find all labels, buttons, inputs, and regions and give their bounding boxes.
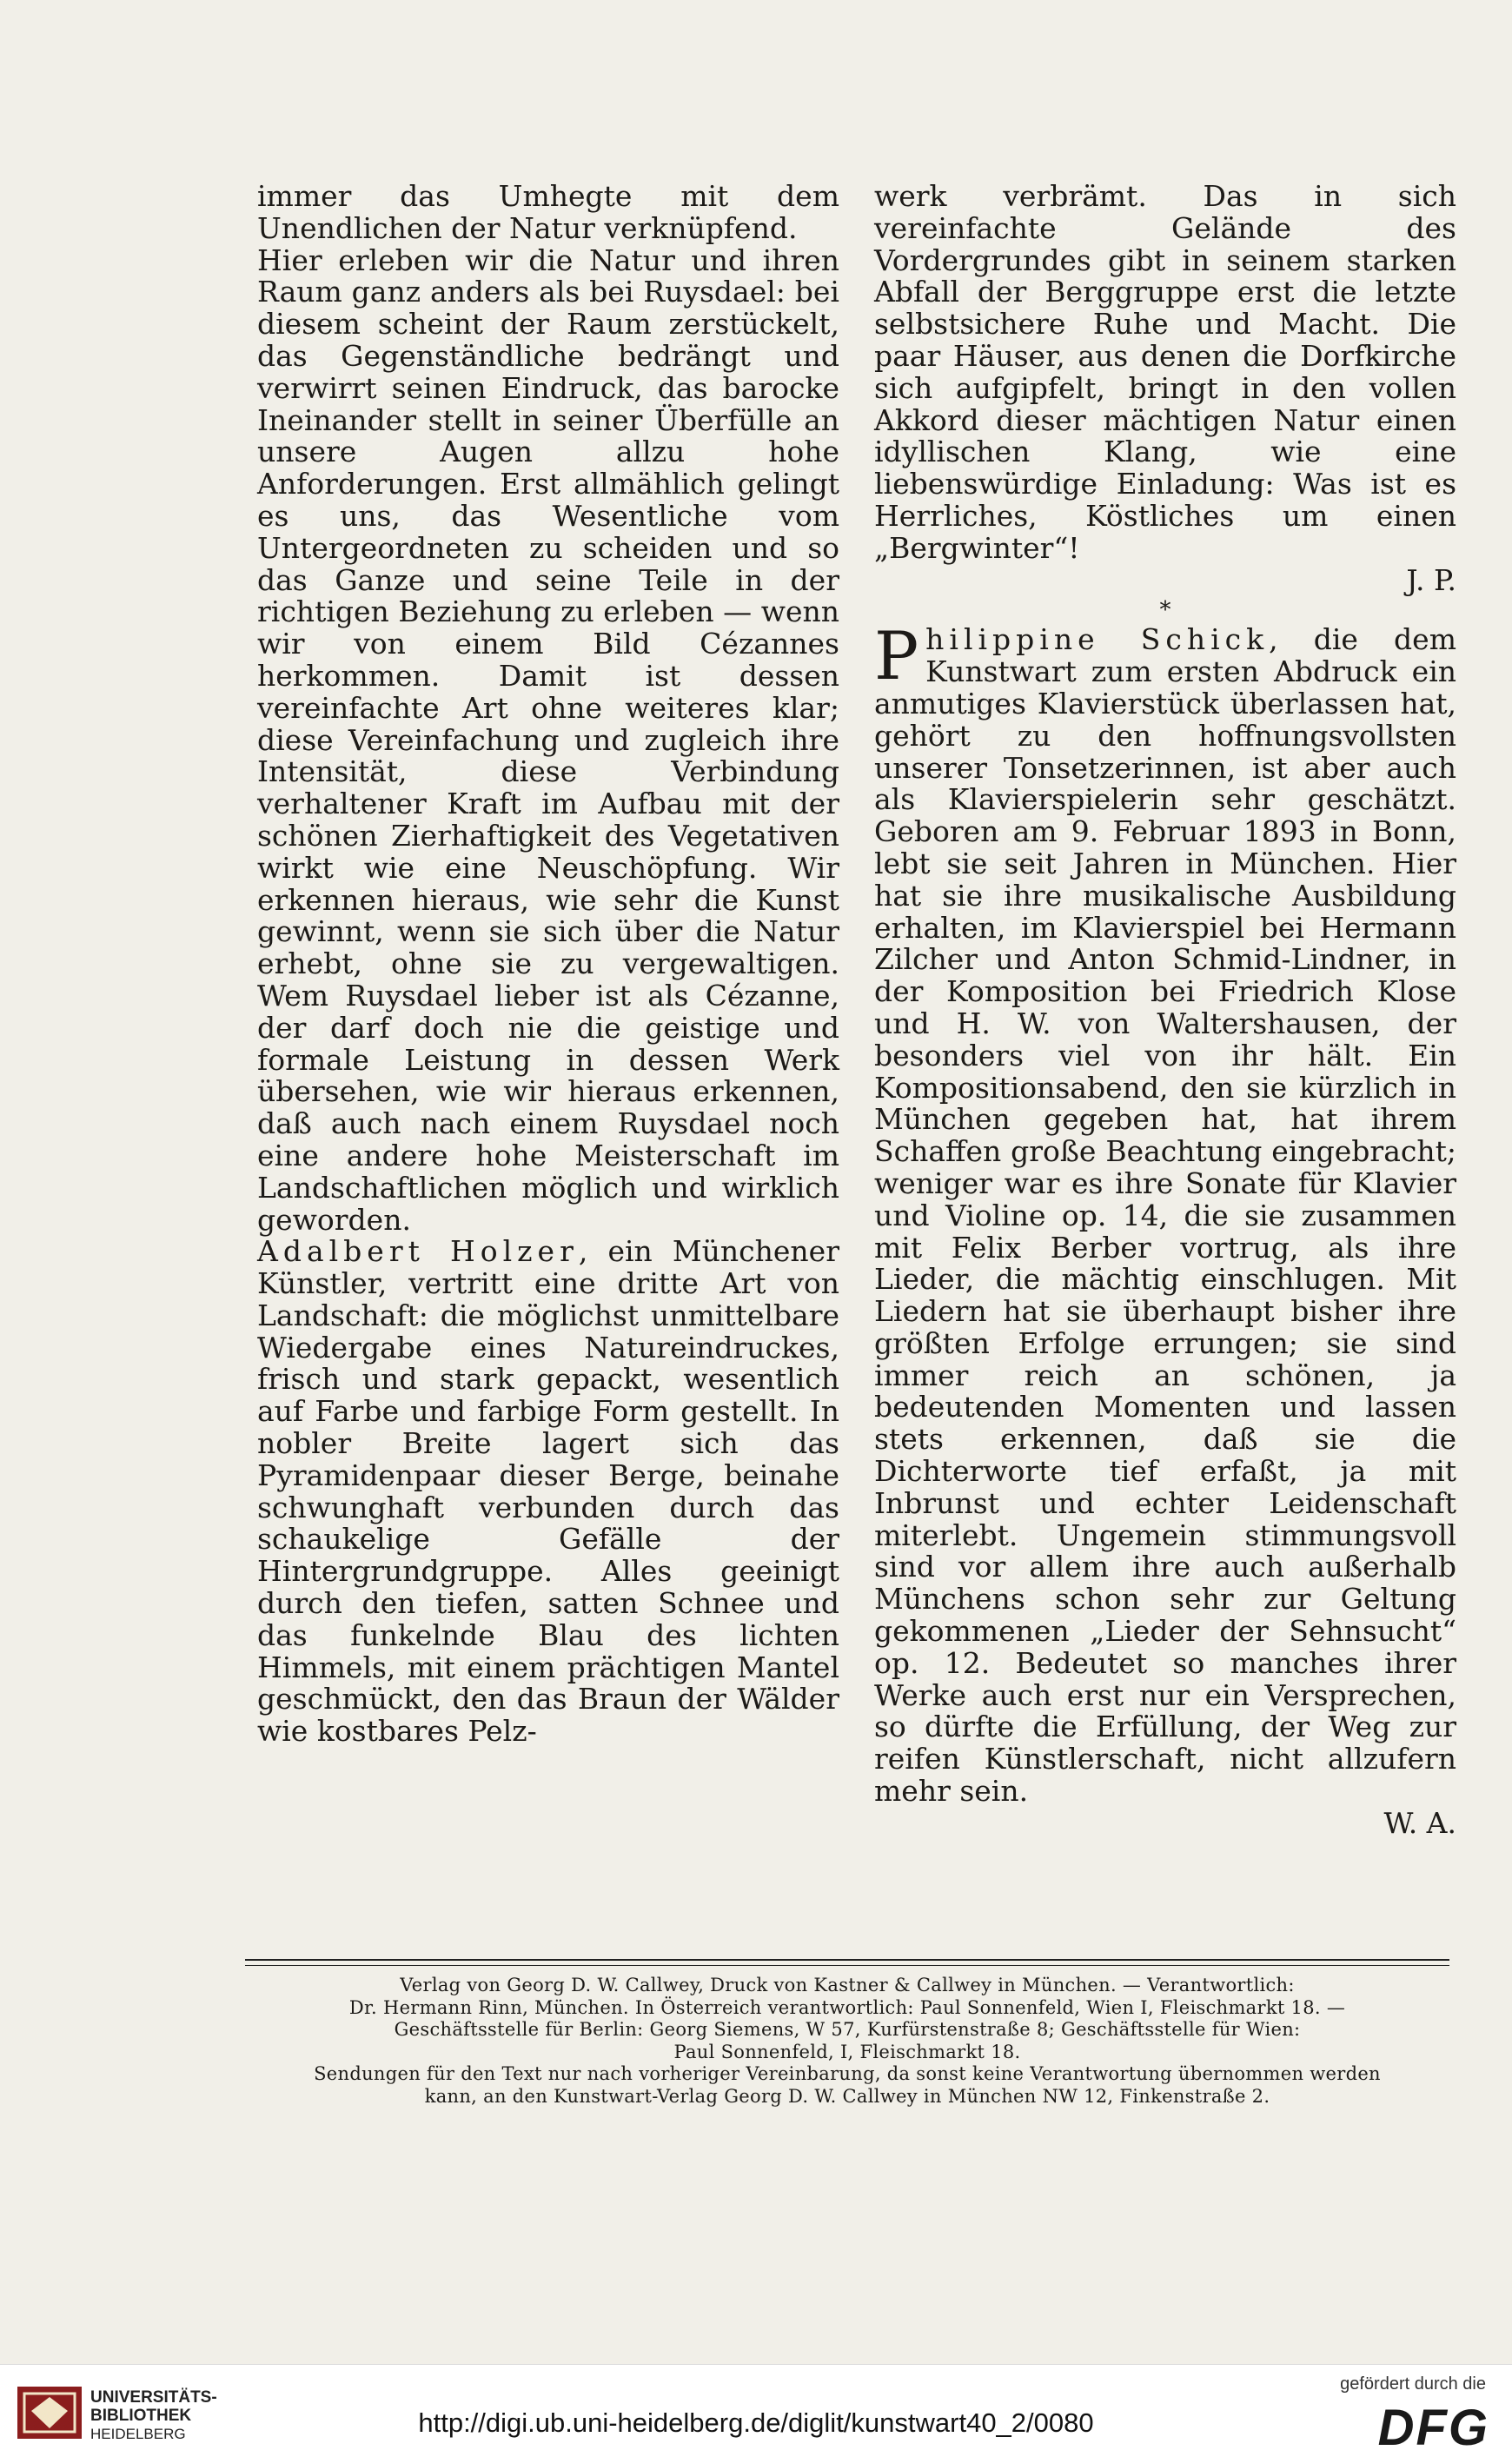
imprint-line: Sendungen für den Text nur nach vorheriger Vereinbarung, da sonst keine Verantwortung übernommen werden bbox=[314, 2063, 1381, 2084]
paragraph: Hier erleben wir die Natur und ihren Raum ganz anders als bei Ruysdael: bei diesem scheint der Raum zerstückelt, das Gegenständliche bedrängt und verwirrt seinen Eindruck, das barocke Ineinander stellt in seiner Überfülle an unsere Augen allzu hohe Anforderungen. Erst allmählich gelingt es uns, das Wesentliche vom Untergeordneten zu scheiden und so das Ganze und seine Teile in der richtigen Beziehung zu erleben — wenn wir von einem Bild Cézannes herkommen. Damit ist dessen vereinfachte Art ohne weiteres klar; diese Vereinfachung und zugleich ihre Intensität, diese Verbindung verhaltener Kraft im Aufbau mit der schönen Zierhaftigkeit des Vegetativen wirkt wie eine Neuschöpfung. Wir erkennen hieraus, wie sehr die Kunst gewinnt, wenn sie sich über die Natur erhebt, ohne sie zu vergewaltigen. Wem Ruysdael lieber ist als Cézanne, der darf doch nie die geistige und formale Leistung in dessen Werk übersehen, wie wir hieraus erkennen, daß auch nach einem Ruysdael noch eine andere hohe Meisterschaft im Landschaftlichen möglich und wirklich geworden. bbox=[257, 242, 839, 1237]
paragraph bbox=[874, 617, 1457, 1809]
page-url-link[interactable]: http://digi.ub.uni-heidelberg.de/diglit/kunstwart40_2/0080 bbox=[418, 2407, 1094, 2438]
paragraph-body: , die dem Kunstwart zum ersten Abdruck ein anmutiges Klavierstück überlassen hat, gehört zu den hoffnungsvollsten unserer Tonsetzerinnen, ist aber auch als Klavierspielerin sehr geschätzt. Geboren am 9. Februar 1893 in Bonn, lebt sie seit Jahren in München. Hier hat sie ihre musikalische Ausbildung erhalten, im Klavierspiel bei Hermann Zilcher und Anton Schmid-Lindner, in der Komposition bei Friedrich Klose und H. W. von Waltershausen, der besonders viel von ihr hält. Ein Kompositionsabend, den sie kürzlich in München gegeben hat, hat ihrem Schaffen große Beachtung eingebracht; weniger war es ihre Sonate für Klavier und Violine op. 14, die sie zusammen mit Felix Berber vortrug, als ihre Lieder, die mächtig einschlugen. Mit Liedern hat sie überhaupt bisher ihre größten Erfolge errungen; sie sind immer reich an schönen, ja bedeutenden Momenten und lassen stets erkennen, daß sie die Dichterworte tief erfaßt, ja mit Inbrunst und echter Leidenschaft miterlebt. Ungemein stimmungsvoll sind vor allem ihre auch außerhalb Münchens schon sehr zur Geltung gekommenen „Lieder der Sehnsucht“ op. 12. Bedeutet so manches ihrer Werke auch erst nur ein Versprechen, so dürfte die Erfüllung, der Weg zur reifen Künstlerschaft, nicht allzufern mehr sein. bbox=[874, 622, 1457, 1809]
imprint-line: kann, an den Kunstwart-Verlag Georg D. W. Callwey in München NW 12, Finkenstraße 2. bbox=[424, 2085, 1270, 2107]
imprint-rule-second bbox=[245, 1965, 1449, 1966]
library-name-line: HEIDELBERG bbox=[90, 2426, 186, 2442]
paragraph bbox=[257, 1236, 839, 1748]
library-name-line: BIBLIOTHEK bbox=[90, 2407, 192, 2425]
paragraph: immer das Umhegte mit dem Unendlichen der Natur verknüpfend. bbox=[257, 179, 839, 245]
right-text-column bbox=[874, 181, 1456, 1840]
imprint-line: Verlag von Georg D. W. Callwey, Druck von Kastner & Callwey in München. — Verantwortlich: bbox=[400, 1975, 1295, 1995]
publisher-imprint bbox=[245, 1975, 1449, 2108]
artist-name: Adalbert Holzer bbox=[257, 1234, 579, 1269]
library-name-line: UNIVERSITÄTS- bbox=[90, 2388, 217, 2407]
imprint-rule-top bbox=[245, 1959, 1449, 1961]
drop-cap: P bbox=[874, 617, 919, 695]
paragraph-body: , ein Münchener Künstler, vertritt eine dritte Art von Landschaft: die möglichst unmittelbare Wiedergabe eines Natureindruckes, frisch und stark gepackt, wesentlich auf Farbe und farbige Form gestellt. In nobler Breite lagert sich das Pyramidenpaar dieser Berge, beinahe schwunghaft verbunden durch das schaukelige Gefälle der Hintergrundgruppe. Alles geeinigt durch den tiefen, satten Schnee und das funkelnde Blau des lichten Himmels, mit einem prächtigen Mantel geschmückt, den das Braun der Wälder wie kostbares Pelz- bbox=[257, 1234, 839, 1749]
section-separator: * bbox=[1159, 597, 1171, 624]
author-signature: J. P. bbox=[1406, 562, 1456, 597]
imprint-line: Paul Sonnenfeld, I, Fleischmarkt 18. bbox=[673, 2041, 1021, 2062]
paragraph: werk verbrämt. Das in sich vereinfachte Gelände des Vordergrundes gibt in seinem starken Abfall der Berggruppe erst die letzte selbstsichere Ruhe und Macht. Die paar Häuser, aus denen die Dorfkirche sich aufgipfelt, bringt in den vollen Akkord dieser mächtigen Natur einen idyllischen Klang, wie eine liebenswürdige Einladung: Was ist es Herrliches, Köstliches um einen „Bergwinter“! bbox=[874, 179, 1456, 565]
dfg-logo: DFG bbox=[1377, 2400, 1489, 2456]
funding-label: gefördert durch die bbox=[1340, 2374, 1486, 2394]
imprint-line: Dr. Hermann Rinn, München. In Österreich verantwortlich: Paul Sonnenfeld, Wien I, Fleischmarkt 18. — bbox=[348, 1996, 1346, 2018]
imprint-line: Geschäftsstelle für Berlin: Georg Siemens, W 57, Kurfürstenstraße 8; Geschäftsstelle für Wien: bbox=[394, 2019, 1301, 2040]
author-signature: W. A. bbox=[1383, 1805, 1456, 1840]
composer-name: hilippine Schick bbox=[925, 622, 1270, 657]
left-text-column bbox=[257, 181, 839, 1748]
